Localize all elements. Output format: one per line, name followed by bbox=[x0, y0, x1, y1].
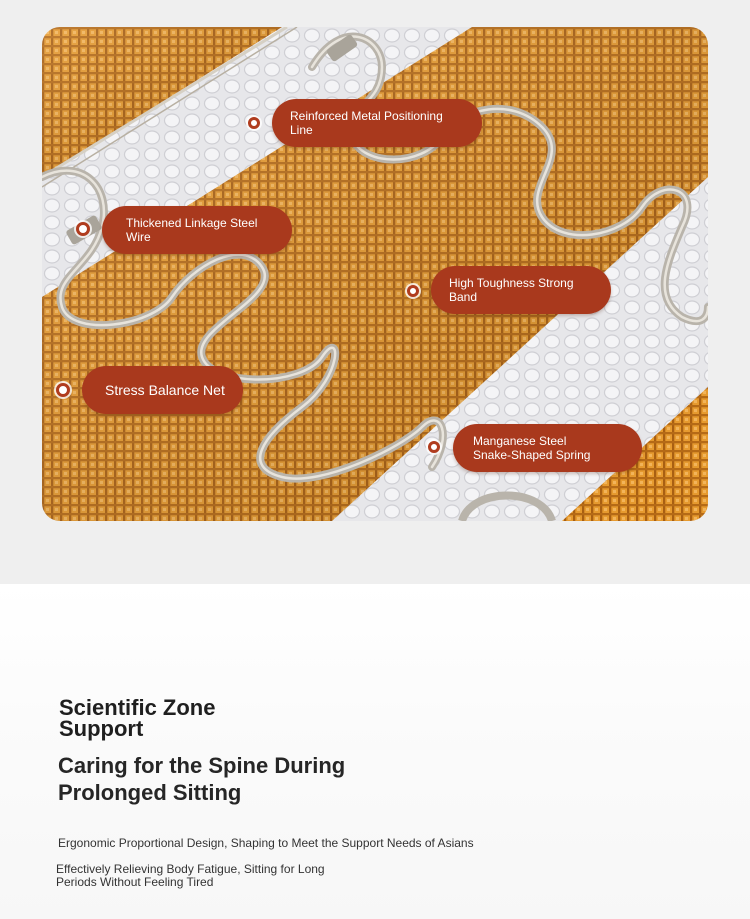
label-stress-balance-net bbox=[82, 366, 243, 414]
marker-dot-icon bbox=[428, 441, 440, 453]
label-high-toughness-strong-band bbox=[431, 266, 611, 314]
label-text: Manganese Steel Snake-Shaped Spring bbox=[473, 434, 591, 462]
label-text: Thickened Linkage Steel Wire bbox=[126, 216, 258, 244]
description-line-ergonomic: Ergonomic Proportional Design, Shaping to Meet the Support Needs of Asians bbox=[58, 836, 474, 850]
label-text: High Toughness Strong Band bbox=[449, 276, 574, 304]
label-reinforced-metal-positioning-line bbox=[272, 99, 482, 147]
label-text: Stress Balance Net bbox=[105, 382, 225, 398]
description-line-fatigue: Effectively Relieving Body Fatigue, Sitting for Long Periods Without Feeling Tired bbox=[56, 862, 325, 889]
marker-dot-icon bbox=[56, 383, 70, 397]
label-text: Reinforced Metal Positioning Line bbox=[290, 109, 443, 137]
marker-dot-icon bbox=[248, 117, 260, 129]
label-thickened-linkage-steel-wire bbox=[102, 206, 292, 254]
marker-dot-icon bbox=[407, 285, 419, 297]
section-subtitle: Caring for the Spine During Prolonged Sitting bbox=[58, 753, 346, 805]
label-manganese-steel-snake-shaped-spring bbox=[453, 424, 642, 472]
marker-dot-icon bbox=[76, 222, 90, 236]
section-title: Scientific Zone Support bbox=[59, 695, 216, 741]
